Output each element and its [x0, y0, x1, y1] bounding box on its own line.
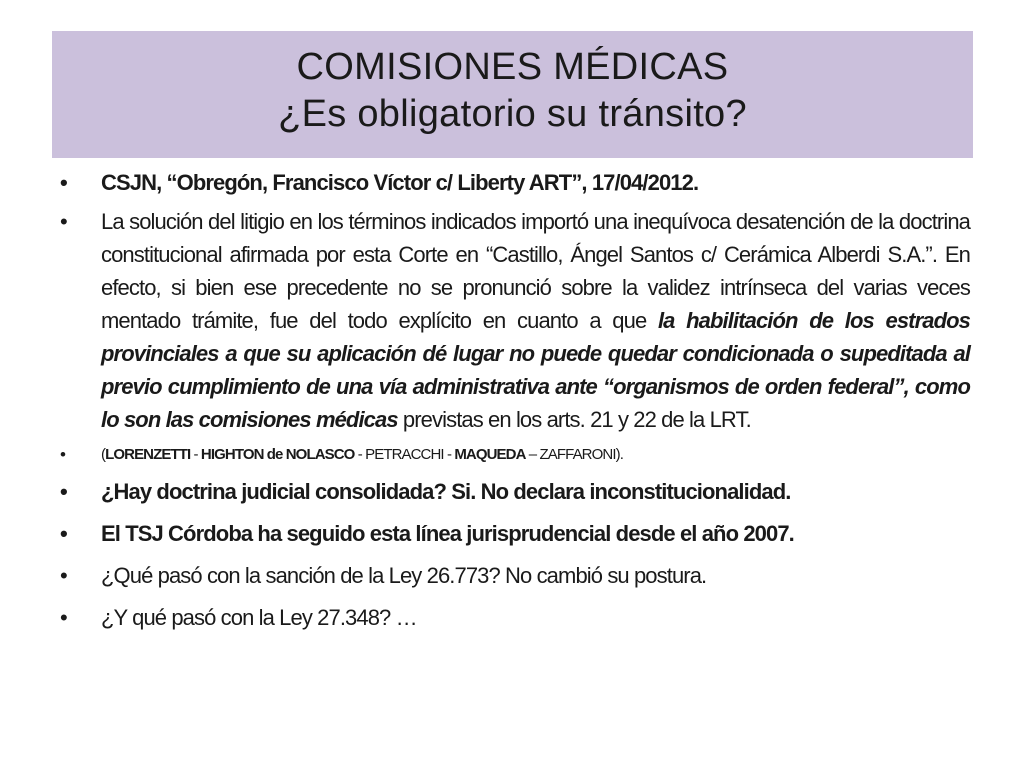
judge-maqueda: MAQUEDA	[454, 446, 526, 463]
bullet-dot: •	[60, 445, 66, 464]
bullet-ley-26773	[60, 559, 970, 592]
bullet-court-paragraph	[60, 205, 970, 436]
paragraph-plain-text: La solución del litigio en los términos indicados importó una inequívoca desatención de la doctrina constitucional afirmada por esta Corte en “Castillo, Ángel Santos c/ Cerámica Alberdi S.A.”. En efecto, si bien ese precedente no se pronunció sobre la validez intrínseca del varias veces mentado trámite, fue del todo explícito en cuanto a que	[101, 209, 970, 333]
paragraph-tail-text: previstas en los arts. 21 y 22 de la LRT.	[397, 407, 751, 432]
judges-sep: -	[354, 446, 366, 463]
judge-lorenzetti: LORENZETTI	[105, 446, 191, 463]
judge-petracchi: PETRACCHI	[365, 446, 444, 463]
slide-subtitle: ¿Es obligatorio su tránsito?	[278, 93, 747, 135]
bullet-tsj-cordoba	[60, 517, 970, 550]
judges-open: (	[101, 446, 106, 463]
judges-sep: –	[525, 446, 540, 463]
bullet-dot: •	[60, 209, 67, 234]
tsj-cordoba-text: El TSJ Córdoba ha seguido esta línea jurisprudencial desde el año 2007.	[101, 521, 794, 546]
judge-zaffaroni: ZAFFARONI	[539, 446, 616, 463]
bullet-judges	[60, 441, 970, 469]
case-citation-text: CSJN, “Obregón, Francisco Víctor c/ Liberty ART”, 17/04/2012.	[101, 170, 699, 195]
title-band	[52, 31, 973, 158]
bullet-dot: •	[60, 479, 67, 504]
bullet-dot: •	[60, 605, 67, 630]
doctrine-question-text: ¿Hay doctrina judicial consolidada? Si. No declara inconstitucionalidad.	[101, 479, 791, 504]
bullet-doctrine-question	[60, 475, 970, 508]
paragraph-emphasis-text: la habilitación de los estrados provinciales a que su aplicación dé lugar no puede quedar condicionada o supeditada al previo cumplimiento de una vía administrativa ante “organismos de orden federal”, como lo son las comisiones médicas	[101, 308, 970, 432]
bullet-ley-27348	[60, 601, 970, 634]
judge-highton: HIGHTON de NOLASCO	[200, 446, 355, 463]
bullet-case-citation	[60, 166, 970, 199]
ley-26773-text: ¿Qué pasó con la sanción de la Ley 26.773? No cambió su postura.	[101, 563, 707, 588]
judges-close: ).	[615, 446, 623, 463]
judges-sep: -	[190, 446, 201, 463]
bullet-list	[60, 166, 970, 643]
judges-sep: -	[443, 446, 455, 463]
bullet-dot: •	[60, 170, 67, 195]
bullet-dot: •	[60, 563, 67, 588]
slide-title: COMISIONES MÉDICAS	[296, 46, 729, 88]
ley-27348-text: ¿Y qué pasó con la Ley 27.348? …	[101, 605, 417, 630]
bullet-dot: •	[60, 521, 67, 546]
